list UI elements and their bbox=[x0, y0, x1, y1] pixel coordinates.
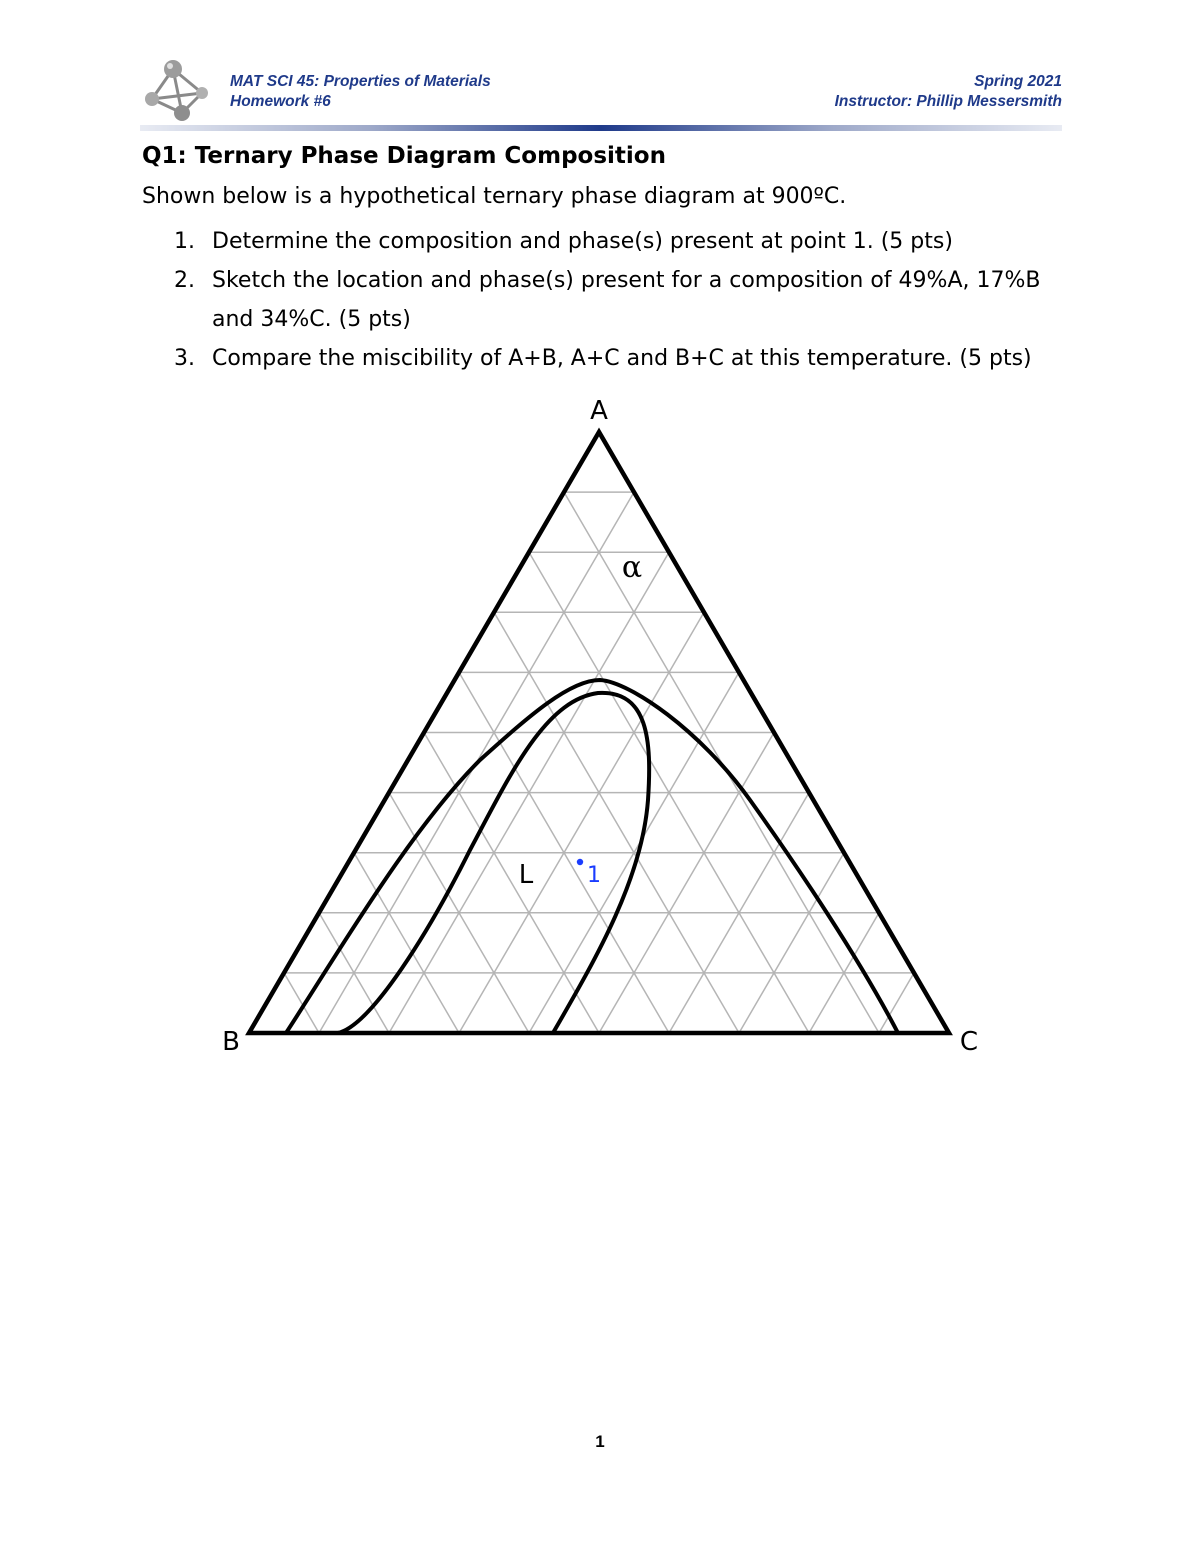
point-1-marker bbox=[577, 859, 583, 865]
grid-line bbox=[494, 612, 739, 1033]
course-info bbox=[230, 72, 491, 112]
term-info bbox=[835, 72, 1062, 112]
grid-line bbox=[459, 612, 704, 1033]
course-title: MAT SCI 45: Properties of Materials bbox=[230, 73, 491, 90]
term: Spring 2021 bbox=[974, 73, 1062, 90]
item-number: 2. bbox=[174, 268, 195, 293]
question-title: Q1: Ternary Phase Diagram Composition bbox=[142, 143, 666, 169]
question-intro: Shown below is a hypothetical ternary phase diagram at 900ºC. bbox=[142, 184, 847, 209]
item-number: 1. bbox=[174, 229, 195, 254]
inner-phase-boundary bbox=[338, 693, 649, 1033]
page-header bbox=[140, 55, 1062, 135]
list-item bbox=[142, 261, 1072, 339]
instructor: Instructor: Phillip Messersmith bbox=[834, 93, 1062, 110]
grid-line bbox=[424, 733, 599, 1034]
point-1-label: 1 bbox=[587, 863, 601, 888]
item-text: Determine the composition and phase(s) present at point 1. (5 pts) bbox=[212, 229, 953, 254]
ternary-phase-diagram bbox=[0, 380, 1200, 1080]
alpha-region-label: α bbox=[621, 550, 643, 585]
liquid-region-label: L bbox=[518, 860, 534, 890]
list-item bbox=[142, 222, 1072, 261]
molecule-logo-icon bbox=[140, 55, 210, 125]
item-text: Compare the miscibility of A+B, A+C and B+C at this temperature. (5 pts) bbox=[212, 346, 1032, 371]
list-item bbox=[142, 339, 1072, 378]
vertex-a-label: A bbox=[590, 396, 608, 426]
question-list bbox=[142, 222, 1072, 378]
grid-line bbox=[599, 733, 774, 1034]
header-rule bbox=[140, 125, 1062, 131]
grid-line bbox=[879, 973, 914, 1033]
page-number: 1 bbox=[595, 1432, 605, 1451]
grid-line bbox=[739, 853, 844, 1033]
vertex-b-label: B bbox=[222, 1027, 240, 1057]
item-text: Sketch the location and phase(s) present for a composition of 49%A, 17%B and 34%C. (5 pts) bbox=[212, 268, 1041, 332]
grid-line bbox=[354, 853, 459, 1033]
assignment-title: Homework #6 bbox=[230, 93, 331, 110]
item-number: 3. bbox=[174, 346, 195, 371]
grid-line bbox=[284, 973, 319, 1033]
vertex-c-label: C bbox=[959, 1027, 979, 1057]
